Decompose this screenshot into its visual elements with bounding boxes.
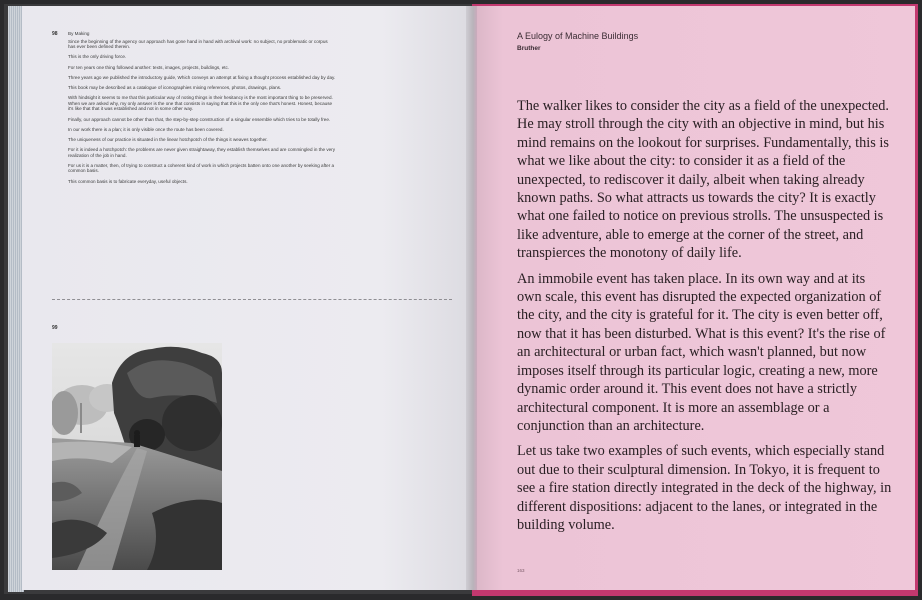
- note-paragraph: For it is indeed a hotchpotch: the problems are never given straightaway, they establish themselves and are commingled in the very realization of the job in hand.: [68, 147, 336, 158]
- page-number-163: 163: [517, 568, 525, 573]
- note-paragraph: For us it is a matter, then, of trying to construct a coherent kind of work in which projects batten onto one another by seeking after a common basis.: [68, 162, 335, 174]
- note-paragraph: With hindsight it seems to me that this particular way of noting things in their hesitancy is the most important thing to be preserved. When we are asked why, my only answer is the one that consists in saying that this is the only one that's honest. Honest, because it's like that that it was established and not in some other way.: [68, 95, 333, 112]
- archive-note: [68, 31, 336, 189]
- garden-photo-illustration: [52, 343, 222, 570]
- note-paragraph: The uniqueness of our practice is situated in the linear hotchpotch of the things it weaves together.: [68, 136, 268, 142]
- garden-photo: [52, 343, 222, 570]
- note-paragraph: For ten years one thing followed another: texts, images, projects, buildings, etc.: [68, 64, 230, 70]
- essay-author: Bruther: [517, 45, 541, 52]
- essay-title: A Eulogy of Machine Buildings: [517, 31, 639, 41]
- note-paragraph: This common basis is to fabricate everyday, useful objects.: [68, 178, 188, 184]
- note-paragraph: This book may be described as a catalogue of iconographies mixing references, photos, drawings, plans.: [68, 84, 282, 90]
- note-paragraph: In our work there is a plan; it is only visible once the route has been covered.: [68, 126, 224, 132]
- page-number-99: 99: [52, 325, 58, 331]
- essay-paragraph: The walker likes to consider the city as a field of the unexpected. He may stroll through the city with an objective in mind, but his mind remains on the lookout for surprises. Fundamentally, this is what we like about the city: to consider it as a field of the unexpected, to rediscover it daily, albeit when taking already known paths. So what attracts us towards the city? It is exactly what one failed to notice on previous strolls. The unsuspected is like adventure, able to emerge at the corner of the street, and transpierces the monotony of daily life.: [517, 98, 889, 262]
- note-paragraph: Finally, our approach cannot be other than that, the step-by-step construction of a singular ensemble which tries to be totally free.: [68, 116, 331, 122]
- note-paragraph: Since the beginning of the agency our approach has gone hand in hand with archival work: no subject, no problematic or corpus has ever been defined therein.: [68, 38, 328, 50]
- note-paragraph: Three years ago we published the introductory guide, Which conveys an attempt at fixing a thought process established day by day.: [68, 74, 336, 80]
- essay-paragraph: An immobile event has taken place. In its own way and at its own scale, this event has disrupted the expected organization of the city, and the city is grateful for it. The city is even better off, now that it has been disturbed. What is this event? It's the rise of an architectural or urban fact, which wasn't planned, but now imposes itself through its particular logic, creating a new, more dynamic order around it. This event does not have a strictly architectural component. It is more an assemblage or a conjunction than an architecture.: [517, 270, 886, 434]
- essay-body: [517, 97, 893, 541]
- note-title: By Making: [68, 31, 90, 36]
- essay-paragraph: Let us take two examples of such events, which especially stand out due to their sculptural dimension. In Tokyo, it is frequent to see a fire station directly integrated in the deck of the highway, in different dispositions: adjacent to the lanes, or integrated in the building volume.: [517, 443, 892, 533]
- note-paragraph: This is the only driving force.: [68, 54, 127, 60]
- dashed-divider: [52, 299, 452, 300]
- page-number-98: 98: [52, 31, 58, 37]
